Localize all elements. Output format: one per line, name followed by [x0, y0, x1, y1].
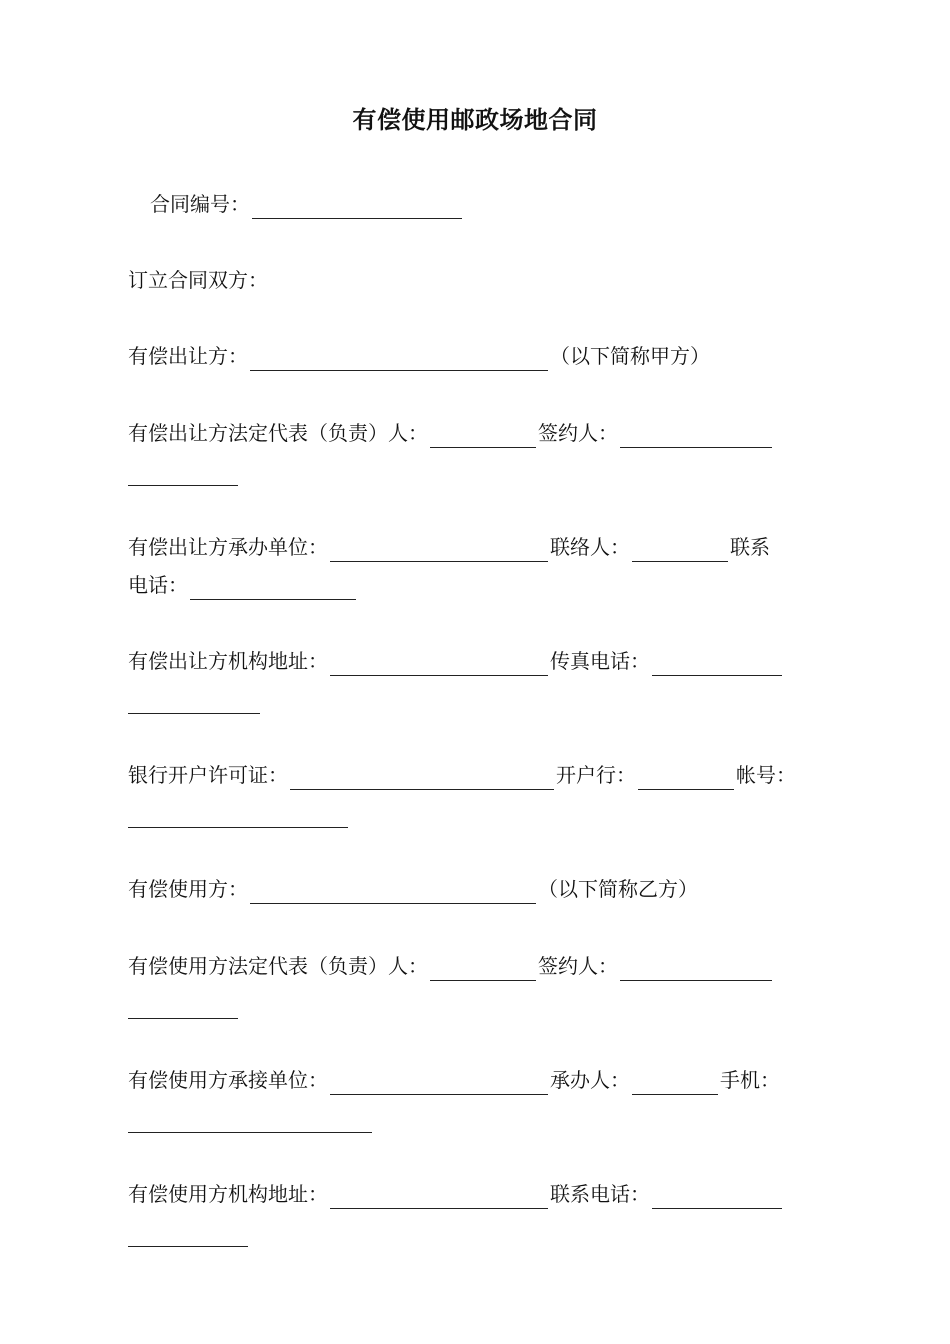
- party-a-phone-label-part1: 联系: [730, 535, 770, 559]
- party-a-unit-blank[interactable]: [330, 535, 548, 562]
- party-a-phone-label-part2: 电话：: [128, 573, 188, 597]
- party-a-fax-continuation: [128, 680, 828, 718]
- party-a-phone-line: [128, 566, 828, 604]
- party-a-rep-line: [128, 414, 828, 452]
- party-b-unit-label: 有偿使用方承接单位：: [128, 1068, 328, 1092]
- party-b-signer-blank-cont[interactable]: [128, 992, 238, 1019]
- party-a-address-line: [128, 642, 828, 680]
- party-b-rep-line: [128, 947, 828, 985]
- party-a-account-line: [128, 794, 828, 832]
- party-a-bank-line: [128, 756, 828, 794]
- party-b-phone-blank-cont[interactable]: [128, 1220, 248, 1247]
- party-a-bank-label: 开户行：: [556, 763, 636, 787]
- parties-heading: 订立合同双方：: [128, 268, 268, 292]
- party-a-signer-continuation: [128, 452, 828, 490]
- party-b-mobile-label: 手机：: [720, 1068, 780, 1092]
- party-a-signer-label: 签约人：: [538, 421, 618, 445]
- party-a-fax-blank[interactable]: [652, 649, 782, 676]
- party-a-unit-label: 有偿出让方承办单位：: [128, 535, 328, 559]
- party-a-phone-blank[interactable]: [190, 573, 356, 600]
- party-b-signer-label: 签约人：: [538, 954, 618, 978]
- party-b-name-blank[interactable]: [250, 877, 536, 904]
- party-a-name-line: [128, 337, 828, 375]
- party-b-phone-label: 联系电话：: [550, 1182, 650, 1206]
- party-b-rep-blank[interactable]: [430, 954, 536, 981]
- party-a-name-blank[interactable]: [250, 344, 548, 371]
- party-a-fax-label: 传真电话：: [550, 649, 650, 673]
- party-b-phone-continuation: [128, 1213, 828, 1251]
- party-a-account-blank[interactable]: [128, 801, 348, 828]
- party-b-phone-blank[interactable]: [652, 1182, 782, 1209]
- party-a-rep-label: 有偿出让方法定代表（负责）人：: [128, 421, 428, 445]
- party-b-signer-continuation: [128, 985, 828, 1023]
- party-b-short-name: （以下简称乙方）: [538, 877, 698, 901]
- party-a-bank-blank[interactable]: [638, 763, 734, 790]
- party-a-name-label: 有偿出让方：: [128, 344, 248, 368]
- party-b-handler-label: 承办人：: [550, 1068, 630, 1092]
- party-b-signer-blank[interactable]: [620, 954, 772, 981]
- party-a-rep-blank[interactable]: [430, 421, 536, 448]
- party-a-fax-blank-cont[interactable]: [128, 687, 260, 714]
- party-a-address-label: 有偿出让方机构地址：: [128, 649, 328, 673]
- party-a-signer-blank[interactable]: [620, 421, 772, 448]
- party-b-name-line: [128, 870, 828, 908]
- party-b-handler-blank[interactable]: [632, 1068, 718, 1095]
- party-b-address-blank[interactable]: [330, 1182, 548, 1209]
- contract-number-blank[interactable]: [252, 192, 462, 219]
- party-a-contact-label: 联络人：: [550, 535, 630, 559]
- party-a-contact-blank[interactable]: [632, 535, 728, 562]
- party-a-bank-license-blank[interactable]: [290, 763, 554, 790]
- party-b-mobile-blank[interactable]: [128, 1106, 372, 1133]
- party-a-address-blank[interactable]: [330, 649, 548, 676]
- party-a-bank-license-label: 银行开户许可证：: [128, 763, 288, 787]
- party-b-address-line: [128, 1175, 828, 1213]
- contract-number-line: [128, 185, 850, 223]
- party-a-account-label: 帐号：: [736, 763, 796, 787]
- party-b-address-label: 有偿使用方机构地址：: [128, 1182, 328, 1206]
- party-a-unit-line: [128, 528, 828, 566]
- party-b-rep-label: 有偿使用方法定代表（负责）人：: [128, 954, 428, 978]
- party-b-name-label: 有偿使用方：: [128, 877, 248, 901]
- party-b-unit-line: [128, 1061, 828, 1099]
- contract-number-label: 合同编号：: [150, 192, 250, 216]
- party-b-unit-blank[interactable]: [330, 1068, 548, 1095]
- party-a-signer-blank-cont[interactable]: [128, 459, 238, 486]
- document-title: 有偿使用邮政场地合同: [352, 106, 598, 134]
- party-a-short-name: （以下简称甲方）: [550, 344, 710, 368]
- party-b-mobile-line: [128, 1099, 828, 1137]
